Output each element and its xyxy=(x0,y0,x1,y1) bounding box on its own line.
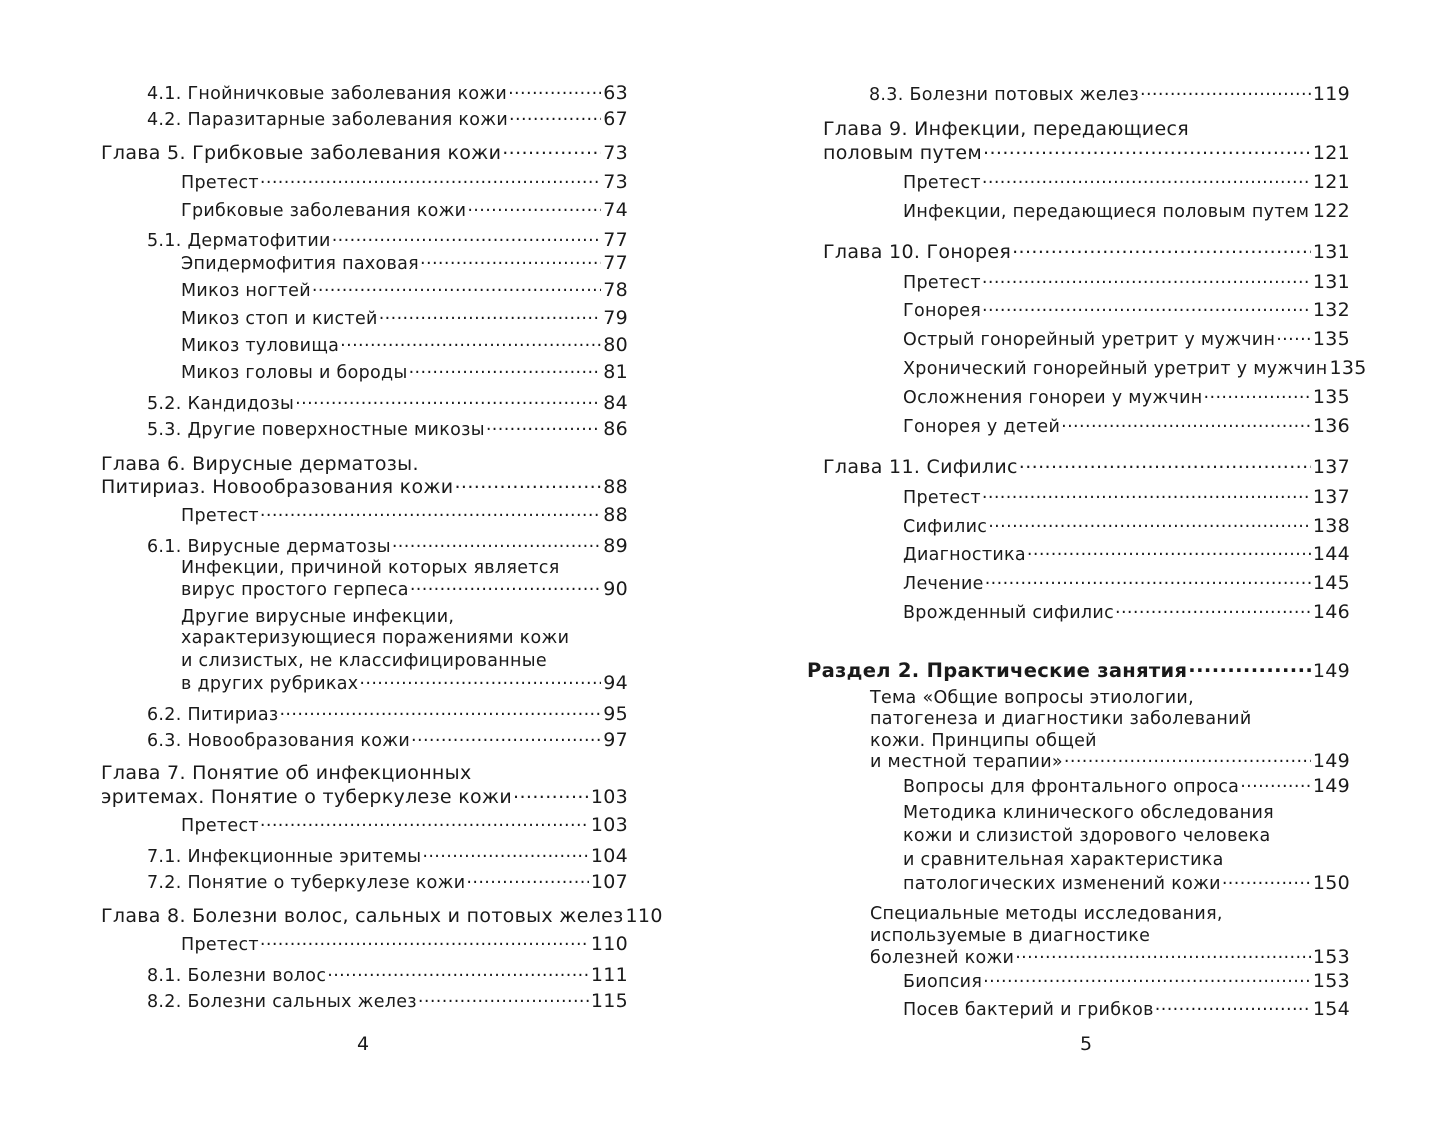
toc-entry-page: 149 xyxy=(1312,660,1350,682)
toc-entry-label: Претест xyxy=(181,173,259,193)
toc-entry-page: 135 xyxy=(1312,386,1350,408)
toc-entry-label: Претест xyxy=(181,816,259,836)
leader-dots xyxy=(1221,873,1311,889)
toc-entry-page: 121 xyxy=(1312,171,1350,193)
leader-dots xyxy=(465,872,588,888)
leader-dots xyxy=(984,573,1311,589)
toc-entry[interactable] xyxy=(147,108,628,130)
toc-entry-page: 95 xyxy=(603,703,628,725)
leader-dots xyxy=(1139,84,1311,100)
toc-entry-page: 131 xyxy=(1312,241,1350,264)
toc-entry[interactable] xyxy=(903,299,1350,321)
leader-dots xyxy=(981,272,1311,288)
toc-entry-page: 154 xyxy=(1312,998,1350,1020)
toc-entry-label: 5.1. Дерматофитии xyxy=(147,231,331,251)
page-left xyxy=(0,0,722,1129)
toc-chapter[interactable] xyxy=(101,905,663,928)
toc-entry-label: Врожденный сифилис xyxy=(903,603,1114,623)
toc-entry-first-line: Другие вирусные инфекции, xyxy=(181,607,455,627)
toc-entry-page: 81 xyxy=(603,361,628,383)
leader-dots xyxy=(408,362,602,378)
toc-entry[interactable] xyxy=(903,601,1350,623)
toc-entry[interactable] xyxy=(903,386,1350,408)
toc-entry-page: 137 xyxy=(1312,456,1350,479)
toc-entry-page: 73 xyxy=(603,171,628,193)
toc-entry-page: 80 xyxy=(603,334,628,356)
leader-dots xyxy=(466,200,601,216)
toc-entry-page: 88 xyxy=(603,504,628,526)
toc-entry-label: Острый гонорейный уретрит у мужчин xyxy=(903,330,1276,350)
leader-dots xyxy=(1014,947,1311,963)
toc-entry-label: Раздел 2. Практические занятия xyxy=(807,659,1188,682)
toc-entry-label: Вопросы для фронтального опроса xyxy=(903,777,1240,797)
leader-dots xyxy=(326,965,589,981)
leader-dots xyxy=(485,419,601,435)
toc-chapter[interactable] xyxy=(823,456,1350,478)
leader-dots xyxy=(1011,241,1311,258)
toc-chapter-first-line: Глава 6. Вирусные дерматозы. xyxy=(101,453,419,475)
toc-entry[interactable] xyxy=(181,933,628,955)
toc-entry-label: 6.2. Питириаз xyxy=(147,705,279,725)
toc-entry[interactable] xyxy=(147,990,628,1012)
toc-section[interactable] xyxy=(807,659,1350,682)
toc-chapter[interactable] xyxy=(823,142,1350,164)
toc-entry-page: 103 xyxy=(590,786,628,809)
toc-entry[interactable] xyxy=(147,418,628,440)
toc-entry-page: 104 xyxy=(590,845,628,867)
toc-entry-page: 146 xyxy=(1312,601,1350,623)
leader-dots xyxy=(259,172,601,188)
toc-entry-label: Претест xyxy=(181,506,259,526)
leader-dots xyxy=(981,487,1311,503)
leader-dots xyxy=(508,109,601,125)
page-number: 4 xyxy=(357,1033,370,1055)
toc-entry-label: Глава 8. Болезни волос, сальных и потовых желез xyxy=(101,905,624,928)
toc-entry[interactable] xyxy=(903,171,1350,193)
toc-entry-label: Посев бактерий и грибков xyxy=(903,1000,1154,1020)
leader-dots xyxy=(421,846,588,862)
toc-entry-page: 150 xyxy=(1312,872,1350,894)
toc-entry[interactable] xyxy=(147,392,628,414)
toc-entry[interactable] xyxy=(903,271,1350,293)
toc-entry-label: 8.1. Болезни волос xyxy=(147,966,327,986)
toc-entry-label: 7.2. Понятие о туберкулезе кожи xyxy=(147,873,466,893)
toc-entry-page: 149 xyxy=(1312,775,1350,797)
toc-entry-label: 4.1. Гнойничковые заболевания кожи xyxy=(147,84,508,104)
toc-entry-label: 6.3. Новообразования кожи xyxy=(147,731,411,751)
toc-entry-first-line: Методика клинического обследования xyxy=(903,803,1274,823)
toc-entry-page: 89 xyxy=(603,535,628,557)
toc-entry-second-line: используемые в диагностике xyxy=(870,926,1151,946)
toc-entry-label: эритемах. Понятие о туберкулезе кожи xyxy=(101,786,512,809)
leader-dots xyxy=(1114,602,1311,618)
toc-entry-label: в других рубриках xyxy=(181,674,359,694)
leader-dots xyxy=(981,172,1311,188)
toc-entry-page: 149 xyxy=(1312,750,1350,772)
toc-entry-page: 103 xyxy=(590,814,628,836)
toc-entry[interactable] xyxy=(181,279,628,301)
toc-entry[interactable] xyxy=(903,872,1350,894)
toc-entry[interactable] xyxy=(147,82,628,104)
leader-dots xyxy=(1275,329,1311,345)
toc-entry-third-line: и слизистых, не классифицированные xyxy=(181,651,547,671)
toc-entry-label: Лечение xyxy=(903,574,984,594)
toc-entry-page: 131 xyxy=(1312,271,1350,293)
toc-entry-label: Микоз стоп и кистей xyxy=(181,309,378,329)
toc-entry-page: 137 xyxy=(1312,486,1350,508)
toc-entry[interactable] xyxy=(147,703,628,725)
toc-chapter[interactable] xyxy=(101,476,628,498)
toc-entry-label: Грибковые заболевания кожи xyxy=(181,201,467,221)
toc-entry-first-line: Инфекции, причиной которых является xyxy=(181,558,560,578)
toc-entry-label: 5.3. Другие поверхностные микозы xyxy=(147,420,485,440)
toc-entry[interactable] xyxy=(181,199,628,221)
leader-dots xyxy=(1018,456,1311,473)
toc-chapter-first-line: Глава 7. Понятие об инфекционных xyxy=(101,762,472,784)
toc-entry-label: Гонорея xyxy=(903,301,982,321)
leader-dots xyxy=(294,393,601,409)
toc-entry-page: 132 xyxy=(1312,299,1350,321)
toc-entry-third-line: кожи. Принципы общей xyxy=(870,731,1097,751)
toc-entry-page: 153 xyxy=(1312,946,1350,968)
leader-dots xyxy=(1203,387,1311,403)
leader-dots xyxy=(378,308,602,324)
leader-dots xyxy=(982,971,1311,987)
leader-dots xyxy=(512,786,589,803)
toc-entry-label: Осложнения гонореи у мужчин xyxy=(903,388,1203,408)
leader-dots xyxy=(417,991,589,1007)
toc-entry-page: 74 xyxy=(603,199,628,221)
toc-entry-label: половым путем xyxy=(823,142,983,165)
toc-entry-page: 107 xyxy=(590,871,628,893)
toc-entry-label: Глава 11. Сифилис xyxy=(823,456,1018,479)
toc-entry-page: 97 xyxy=(603,729,628,751)
leader-dots xyxy=(1060,416,1311,432)
toc-entry-page: 145 xyxy=(1312,572,1350,594)
toc-entry-label: Биопсия xyxy=(903,972,983,992)
leader-dots xyxy=(259,505,601,521)
leader-dots xyxy=(1309,201,1311,217)
toc-entry-page: 88 xyxy=(603,476,628,499)
toc-entry-page: 94 xyxy=(603,672,628,694)
toc-entry[interactable] xyxy=(870,750,1350,772)
toc-entry[interactable] xyxy=(903,415,1350,437)
toc-entry-page: 119 xyxy=(1312,83,1350,105)
toc-entry-label: 8.3. Болезни потовых желез xyxy=(869,85,1139,105)
toc-entry-page: 86 xyxy=(603,418,628,440)
toc-entry[interactable] xyxy=(903,515,1350,537)
leader-dots xyxy=(331,230,602,246)
leader-dots xyxy=(507,83,601,99)
toc-entry[interactable] xyxy=(903,775,1350,797)
toc-entry[interactable] xyxy=(181,672,628,694)
toc-entry-page: 77 xyxy=(603,229,628,251)
leader-dots xyxy=(453,476,601,493)
toc-entry-label: 7.1. Инфекционные эритемы xyxy=(147,847,422,867)
toc-entry-label: Питириаз. Новообразования кожи xyxy=(101,476,454,499)
toc-entry-page: 73 xyxy=(603,142,628,165)
toc-entry[interactable] xyxy=(903,328,1350,350)
toc-entry-label: Претест xyxy=(903,173,981,193)
toc-entry[interactable] xyxy=(147,964,628,986)
toc-entry-second-line: характеризующиеся поражениями кожи xyxy=(181,628,570,648)
toc-entry[interactable] xyxy=(147,535,628,557)
toc-entry-label: болезней кожи xyxy=(870,948,1015,968)
leader-dots xyxy=(1187,659,1311,677)
leader-dots xyxy=(501,142,601,159)
toc-entry-page: 63 xyxy=(603,82,628,104)
toc-entry-label: Микоз туловища xyxy=(181,336,340,356)
leader-dots xyxy=(339,335,601,351)
toc-entry[interactable] xyxy=(147,729,628,751)
toc-entry-page: 110 xyxy=(625,905,663,928)
toc-entry-label: Хронический гонорейный уретрит у мужчин xyxy=(903,359,1328,379)
toc-entry-first-line: Тема «Общие вопросы этиологии, xyxy=(870,688,1194,708)
toc-chapter[interactable] xyxy=(101,786,628,808)
toc-entry[interactable] xyxy=(181,578,628,600)
toc-entry-page: 78 xyxy=(603,279,628,301)
toc-entry-first-line: Специальные методы исследования, xyxy=(870,904,1223,924)
toc-entry[interactable] xyxy=(147,845,628,867)
toc-entry[interactable] xyxy=(181,307,628,329)
toc-entry-label: Диагностика xyxy=(903,545,1026,565)
toc-entry[interactable] xyxy=(903,357,1367,379)
toc-entry[interactable] xyxy=(903,486,1350,508)
toc-entry[interactable] xyxy=(181,334,628,356)
toc-entry-page: 144 xyxy=(1312,543,1350,565)
toc-chapter-first-line: Глава 9. Инфекции, передающиеся xyxy=(823,118,1189,140)
toc-entry-label: Микоз ногтей xyxy=(181,281,311,301)
toc-entry-label: 4.2. Паразитарные заболевания кожи xyxy=(147,110,509,130)
toc-entry-page: 153 xyxy=(1312,970,1350,992)
toc-entry[interactable] xyxy=(147,871,628,893)
toc-entry-page: 121 xyxy=(1312,142,1350,165)
toc-entry-label: вирус простого герпеса xyxy=(181,580,409,600)
toc-entry-page: 90 xyxy=(603,578,628,600)
toc-entry-page: 122 xyxy=(1312,200,1350,222)
leader-dots xyxy=(410,730,601,746)
toc-entry-label: 6.1. Вирусные дерматозы xyxy=(147,537,391,557)
leader-dots xyxy=(1239,776,1311,792)
toc-entry-label: патологических изменений кожи xyxy=(903,874,1221,894)
toc-entry-label: Претест xyxy=(903,488,981,508)
toc-entry-page: 115 xyxy=(590,990,628,1012)
toc-entry[interactable] xyxy=(181,361,628,383)
toc-entry-label: Претест xyxy=(181,935,259,955)
toc-entry-page: 135 xyxy=(1329,357,1367,379)
leader-dots xyxy=(278,704,601,720)
toc-entry[interactable] xyxy=(181,814,628,836)
toc-entry[interactable] xyxy=(903,998,1350,1020)
toc-entry-label: Сифилис xyxy=(903,517,988,537)
leader-dots xyxy=(391,536,601,552)
toc-entry-page: 138 xyxy=(1312,515,1350,537)
leader-dots xyxy=(1026,544,1311,560)
toc-entry-label: Глава 10. Гонорея xyxy=(823,241,1012,264)
leader-dots xyxy=(259,934,589,950)
toc-entry-label: Эпидермофития паховая xyxy=(181,254,420,274)
toc-entry[interactable] xyxy=(903,543,1350,565)
toc-entry-page: 77 xyxy=(603,252,628,274)
toc-entry-label: Претест xyxy=(903,273,981,293)
leader-dots xyxy=(982,142,1311,159)
leader-dots xyxy=(419,253,601,269)
toc-entry[interactable] xyxy=(903,572,1350,594)
leader-dots xyxy=(259,815,589,831)
toc-entry-label: Микоз головы и бороды xyxy=(181,363,408,383)
toc-entry-page: 110 xyxy=(590,933,628,955)
toc-chapter[interactable] xyxy=(823,241,1350,263)
toc-entry[interactable] xyxy=(870,946,1350,968)
toc-entry[interactable] xyxy=(147,229,628,251)
toc-chapter[interactable] xyxy=(101,142,628,164)
toc-entry-second-line: патогенеза и диагностики заболеваний xyxy=(870,709,1252,729)
toc-entry-page: 67 xyxy=(603,108,628,130)
page-number: 5 xyxy=(1080,1033,1093,1055)
leader-dots xyxy=(1154,999,1311,1015)
toc-entry-page: 136 xyxy=(1312,415,1350,437)
page-right xyxy=(722,0,1445,1129)
leader-dots xyxy=(1063,751,1311,767)
toc-entry[interactable] xyxy=(181,252,628,274)
toc-entry-page: 135 xyxy=(1312,328,1350,350)
toc-entry[interactable] xyxy=(181,504,628,526)
leader-dots xyxy=(311,280,601,296)
leader-dots xyxy=(987,516,1311,532)
toc-entry-label: Инфекции, передающиеся половым путем xyxy=(903,202,1310,222)
toc-entry-label: 5.2. Кандидозы xyxy=(147,394,295,414)
leader-dots xyxy=(358,673,601,689)
leader-dots xyxy=(409,579,601,595)
toc-entry[interactable] xyxy=(903,970,1350,992)
toc-entry-page: 84 xyxy=(603,392,628,414)
toc-entry-page: 111 xyxy=(590,964,628,986)
toc-entry-label: и местной терапии» xyxy=(870,752,1063,772)
toc-entry[interactable] xyxy=(181,171,628,193)
toc-entry-label: Глава 5. Грибковые заболевания кожи xyxy=(101,142,502,165)
toc-entry-label: 8.2. Болезни сальных желез xyxy=(147,992,417,1012)
toc-entry-label: Гонорея у детей xyxy=(903,417,1061,437)
toc-entry-third-line: и сравнительная характеристика xyxy=(903,850,1224,870)
toc-entry-second-line: кожи и слизистой здорового человека xyxy=(903,826,1271,846)
toc-entry[interactable] xyxy=(903,200,1350,222)
toc-entry[interactable] xyxy=(869,83,1350,105)
toc-entry-page: 79 xyxy=(603,307,628,329)
leader-dots xyxy=(981,300,1311,316)
